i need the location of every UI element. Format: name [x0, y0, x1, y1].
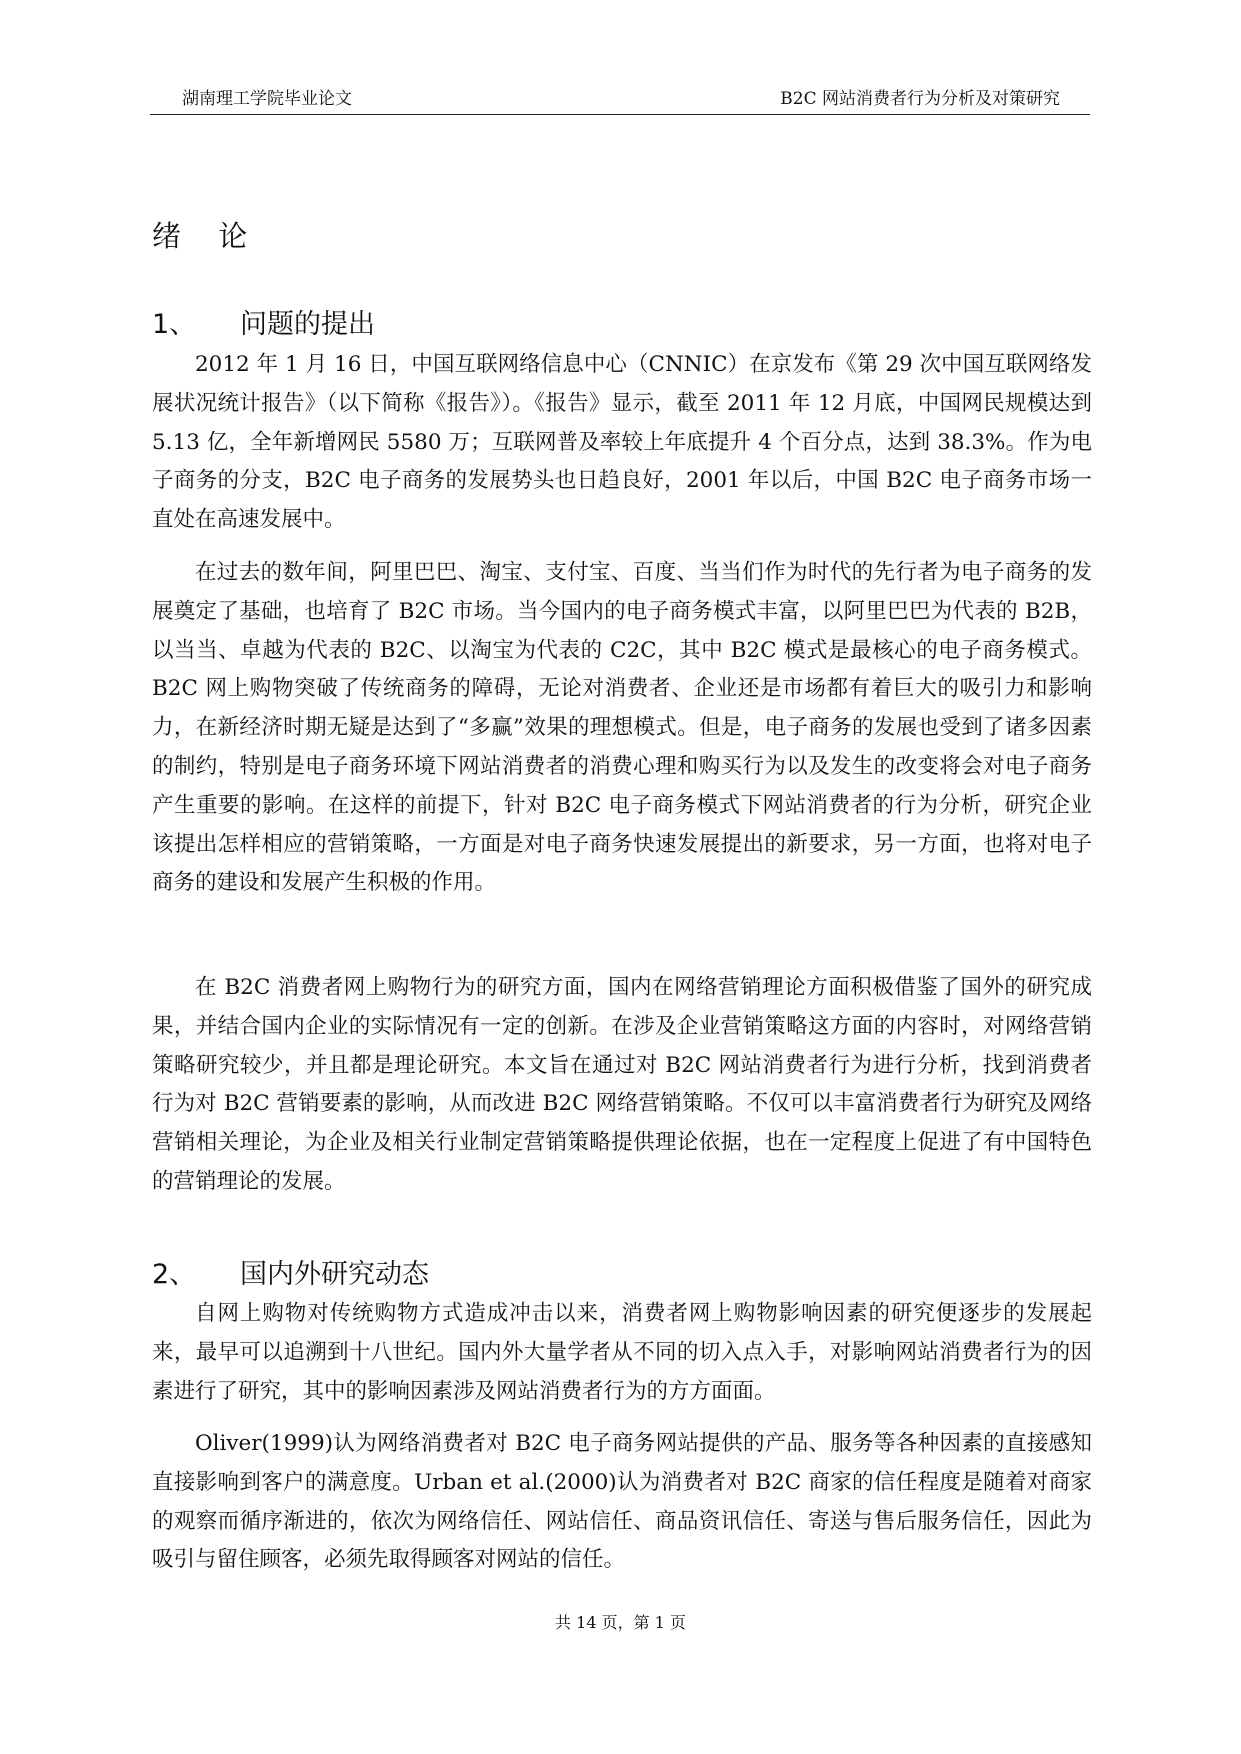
section-number: 2、 [152, 1259, 197, 1290]
section-heading-1 [152, 305, 375, 345]
paragraph: 在 B2C 消费者网上购物行为的研究方面，国内在网络营销理论方面积极借鉴了国外的研究成果，并结合国内企业的实际情况有一定的创新。在涉及企业营销策略这方面的内容时，对网络营销策略研究较少，并且都是理论研究。本文旨在通过对 B2C 网站消费者行为进行分析，找到消费者行为对 B2C 营销要素的影响，从而改进 B2C 网络营销策略。不仅可以丰富消费者行为研究及网络营销相关理论，为企业及相关行业制定营销策略提供理论依据，也在一定程度上促进了有中国特色的营销理论的发展。 [152, 975, 1092, 1194]
paragraph: Oliver(1999)认为网络消费者对 B2C 电子商务网站提供的产品、服务等各种因素的直接感知直接影响到客户的满意度。Urban et al.(2000)认为消费者对 B2C 商家的信任程度是随着对商家的观察而循序渐进的，依次为网络信任、网站信任、商品资讯信任、寄送与售后服务信任，因此为吸引与留住顾客，必须先取得顾客对网站的信任。 [152, 1431, 1092, 1573]
page-footer: 共 14 页，第 1 页 [555, 1613, 686, 1632]
section-title: 问题的提出 [240, 309, 375, 340]
section-title: 国内外研究动态 [240, 1259, 429, 1290]
paragraph: 自网上购物对传统购物方式造成冲击以来，消费者网上购物影响因素的研究便逐步的发展起来，最早可以追溯到十八世纪。国内外大量学者从不同的切入点入手，对影响网站消费者行为的因素进行了研究，其中的影响因素涉及网站消费者行为的方方面面。 [152, 1301, 1092, 1404]
header-school-name: 湖南理工学院毕业论文 [182, 89, 352, 109]
chapter-title: 绪 论 [152, 219, 262, 253]
section-heading-2 [152, 1255, 429, 1295]
paragraph: 在过去的数年间，阿里巴巴、淘宝、支付宝、百度、当当们作为时代的先行者为电子商务的发展奠定了基础，也培育了 B2C 市场。当今国内的电子商务模式丰富，以阿里巴巴为代表的 B2B，以当当、卓越为代表的 B2C、以淘宝为代表的 C2C，其中 B2C 模式是最核心的电子商务模式。B2C 网上购物突破了传统商务的障碍，无论对消费者、企业还是市场都有着巨大的吸引力和影响力，在新经济时期无疑是达到了“多赢”效果的理想模式。但是，电子商务的发展也受到了诸多因素的制约，特别是电子商务环境下网站消费者的消费心理和购买行为以及发生的改变将会对电子商务产生重要的影响。在这样的前提下，针对 B2C 电子商务模式下网站消费者的行为分析，研究企业该提出怎样相应的营销策略，一方面是对电子商务快速发展提出的新要求，另一方面，也将对电子商务的建设和发展产生积极的作用。 [152, 560, 1092, 896]
section-number: 1、 [152, 309, 197, 340]
paragraph: 2012 年 1 月 16 日，中国互联网络信息中心（CNNIC）在京发布《第 29 次中国互联网络发展状况统计报告》（以下简称《报告》）。《报告》显示，截至 2011 年 12 月底，中国网民规模达到 5.13 亿，全年新增网民 5580 万；互联网普及率较上年底提升 4 个百分点，达到 38.3%。作为电子商务的分支，B2C 电子商务的发展势头也日趋良好，2001 年以后，中国 B2C 电子商务市场一直处在高速发展中。 [152, 352, 1092, 533]
header-thesis-title: B2C 网站消费者行为分析及对策研究 [780, 89, 1060, 109]
page-header [150, 84, 1090, 115]
